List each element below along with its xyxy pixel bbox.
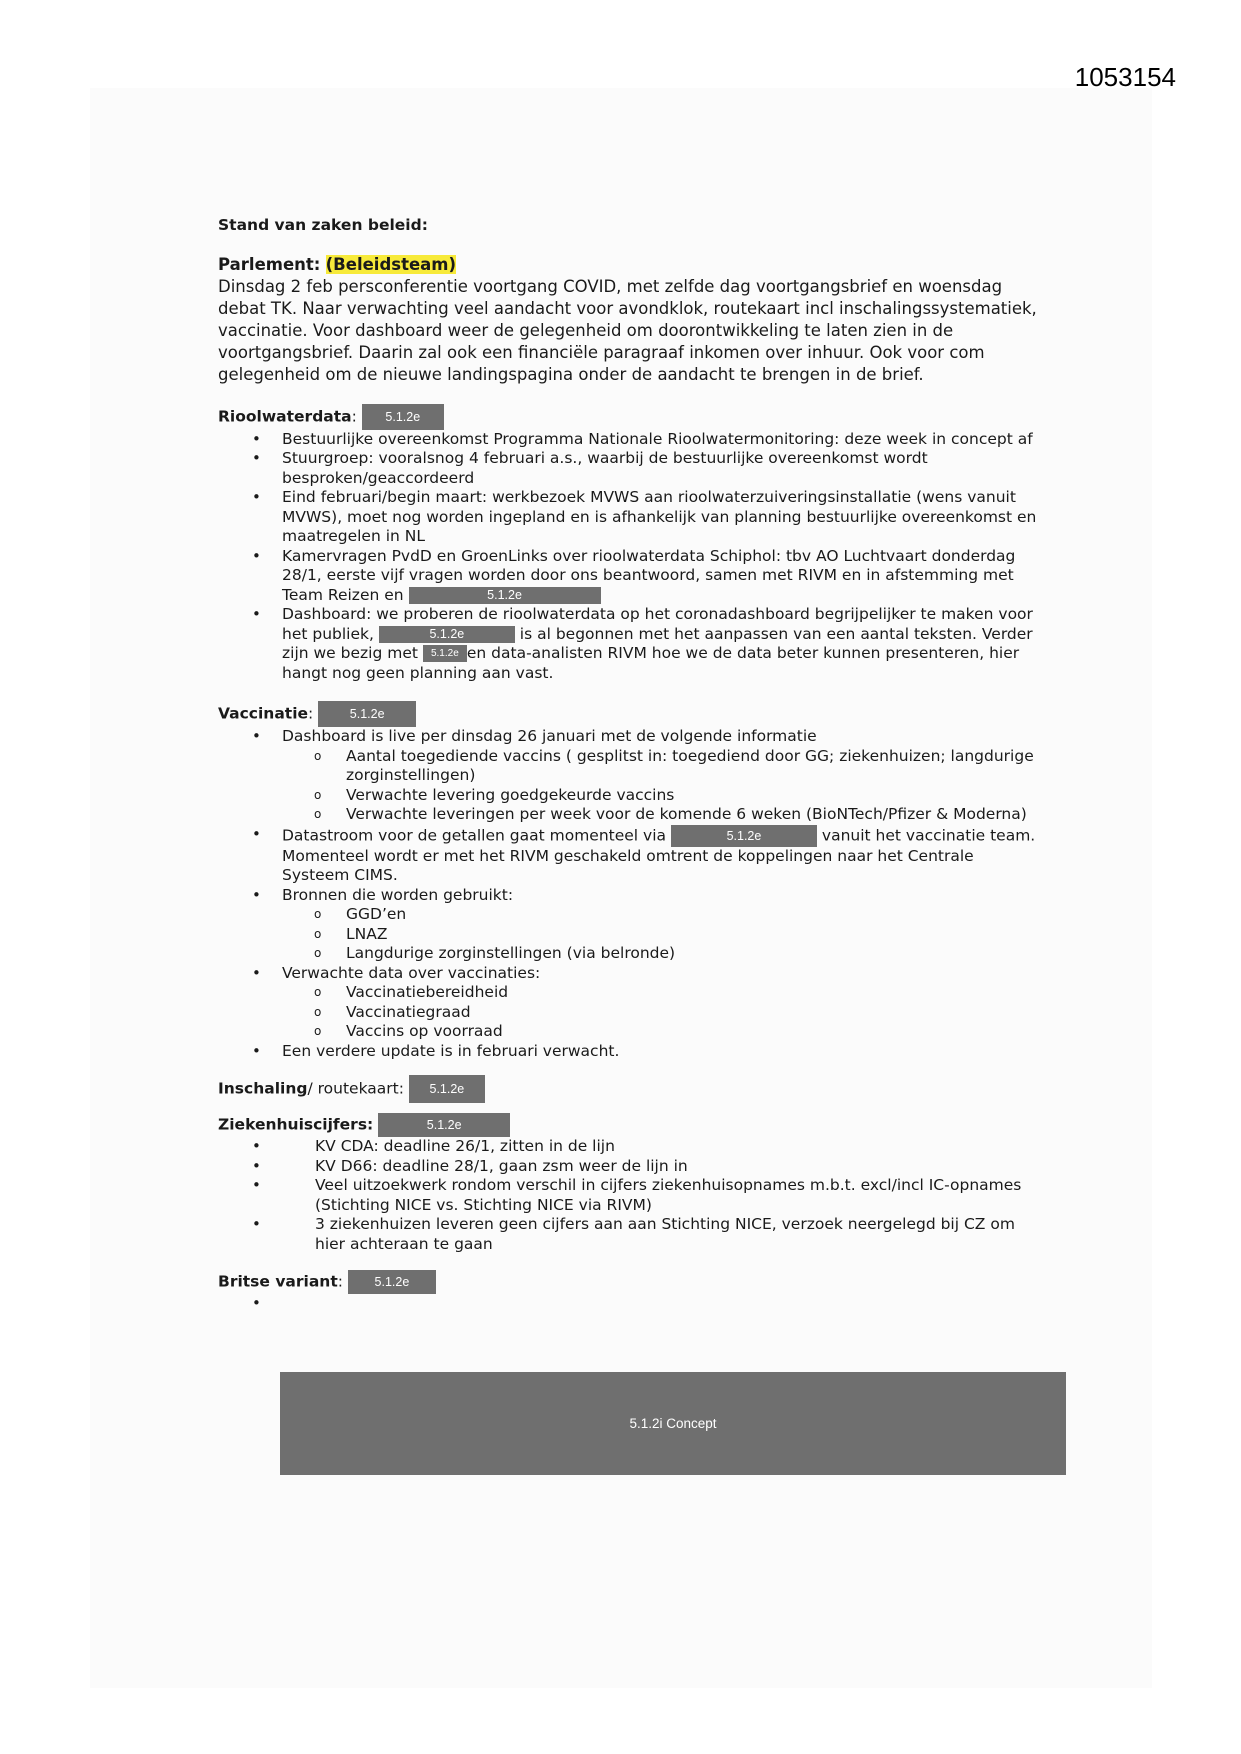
item-text: en data-analisten RIVM hoe we de data beter kunnen presenteren, hier hangt nog geen planning aan vast. — [282, 644, 1020, 682]
large-redaction-box: 5.1.2i Concept — [280, 1372, 1066, 1475]
item-text: Dashboard: we proberen de rioolwaterdata op het coronadashboard begrijpelijker te maken voor het publiek, — [282, 605, 1033, 643]
parlement-text: Dinsdag 2 feb persconferentie voortgang COVID, met zelfde dag voortgangsbrief en woensdag debat TK. Naar verwachting veel aandacht voor avondklok, routekaart incl inschalingssystematiek, vaccinatie. Voor dashboard weer de gelegenheid om doorontwikkeling te laten zien in de voortgangsbrief. Daarin zal ook een financiële paragraaf inkomen over inhuur. Ook voor com gelegenheid om de nieuwe landingspagina onder de aandacht te brengen in de brief. — [218, 276, 1037, 384]
list-item: • KV CDA: deadline 26/1, zitten in de lijn — [218, 1137, 1038, 1157]
redaction-box: 5.1.2e — [362, 404, 444, 430]
list-item: • Een verdere update is in februari verwacht. — [218, 1042, 1038, 1062]
item-text: Verwachte data over vaccinaties: — [282, 963, 541, 982]
item-text: Datastroom voor de getallen gaat momenteel via — [282, 826, 667, 844]
list-item: • Stuurgroep: vooralsnog 4 februari a.s., waarbij de bestuurlijke overeenkomst wordt besproken/geaccordeerd — [218, 449, 1038, 488]
list-item: • Veel uitzoekwerk rondom verschil in cijfers ziekenhuisopnames m.b.t. excl/incl IC-opnames (Stichting NICE vs. Stichting NICE via RIVM) — [218, 1176, 1038, 1215]
redaction-box: 5.1.2e — [348, 1270, 436, 1294]
list-item — [218, 605, 1038, 683]
redaction-box: 5.1.2e — [423, 645, 467, 662]
ziekenhuis-heading: Ziekenhuiscijfers: — [218, 1115, 374, 1134]
inschaling-section — [218, 1075, 1038, 1103]
document-id: 1053154 — [1074, 62, 1176, 92]
list-item — [218, 1294, 1038, 1314]
sub-list-item: o Aantal toegediende vaccins ( gesplitst in: toegediend door GG; ziekenhuizen; langdurige zorginstellingen) — [282, 747, 1038, 786]
item-text: Bronnen die worden gebruikt: — [282, 885, 514, 904]
item-text: Dashboard is live per dinsdag 26 januari met de volgende informatie — [282, 727, 817, 745]
beleidsteam-tag: (Beleidsteam) — [325, 254, 457, 274]
redaction-box: 5.1.2e — [409, 587, 601, 604]
britse-heading: Britse variant — [218, 1272, 338, 1291]
document-body — [218, 216, 1038, 1314]
sub-list-item: o Verwachte leveringen per week voor de komende 6 weken (BioNTech/Pfizer & Moderna) — [282, 805, 1038, 825]
item-text: Kamervragen PvdD en GroenLinks over rioolwaterdata Schiphol: tbv AO Luchtvaart donderdag 28/1, eerste vijf vragen worden door ons beantwoord, samen met RIVM en in afstemming met Team Reizen en — [282, 546, 1016, 604]
redaction-box: 5.1.2e — [379, 626, 515, 643]
inschaling-heading: Inschaling — [218, 1079, 308, 1098]
britse-section: Britse variant: 5.1.2e • — [218, 1270, 1038, 1314]
list-item: • Eind februari/begin maart: werkbezoek MVWS aan rioolwaterzuiveringsinstallatie (wens vanuit MVWS), moet nog worden ingepland en is afhankelijk van planning bestuurlijke overeenkomst en maatregelen in NL — [218, 488, 1038, 547]
redaction-box: 5.1.2e — [409, 1075, 485, 1103]
redaction-box: 5.1.2e — [378, 1113, 510, 1137]
parlement-section — [218, 254, 1038, 386]
inschaling-heading-rest: / routekaart: — [307, 1079, 404, 1098]
rioolwater-heading: Rioolwaterdata — [218, 407, 352, 425]
list-item: • 3 ziekenhuizen leveren geen cijfers aan aan Stichting NICE, verzoek neergelegd bij CZ om hier achteraan te gaan — [218, 1215, 1038, 1254]
redaction-box: 5.1.2e — [318, 701, 416, 727]
rioolwater-section: Rioolwaterdata: 5.1.2e • Bestuurlijke overeenkomst Programma Nationale Rioolwatermonitoring: deze week in concept af • Stuurgroep: vooralsnog 4 februari a.s., waarbij de bestuurlijke overeenkomst wordt besproken/geaccordeerd • Eind februari/begin maart: werkbezoek MVWS aan rioolwaterzuiveringsinstallatie (wens vanuit MVWS), moet nog worden ingepland en is afhankelijk van planning bestuurlijke overeenkomst en maatregelen in NL • Kamervragen PvdD en GroenLinks over rioolwaterdata Schiphol: tbv AO Luchtvaart donderdag 28/1, eerste vijf vragen worden door ons beantwoord, samen met RIVM en in afstemming met Team Reizen en 5.1.2e • Dashboard: we proberen de rioolwaterdata op het coronadashboard begrijpelijker te maken voor het publiek, 5.1.2e is al begonnen met het aanpassen van een aantal teksten. Verder zijn we bezig met 5.1.2e en data-analisten RIVM hoe we de data beter kunnen presenteren, hier hangt nog geen planning aan vast. — [218, 404, 1038, 684]
sub-list-item: o Vaccinatiegraad — [282, 1003, 1038, 1023]
vaccinatie-section: Vaccinatie: 5.1.2e • Dashboard is live per dinsdag 26 januari met de volgende informatie o Aantal toegediende vaccins ( gesplitst in: toegediend door GG; ziekenhuizen; langdurige zorginstellingen) o Verwachte levering goedgekeurde vaccins o Verwachte leveringen per week voor de komende 6 weken (BioNTech/Pfizer & Moderna) • Datastroom voor de getallen gaat momenteel via 5.1.2e vanuit het vaccinatie team. Momenteel wordt er met het RIVM geschakeld omtrent de koppelingen naar het Centrale Systeem CIMS. • Bronnen die worden gebruikt: o GGD’en o LNAZ o Langdurige zorginstellingen (via belronde) • Verwachte data over vaccinaties: o Vaccinatiebereidheid o Vaccinatiegraad o Vaccins op voorraad • Een verdere update is in februari verwacht. — [218, 701, 1038, 1061]
item-text: is al begonnen met het aanpassen van een aantal teksten. Verder zijn we bezig met — [282, 624, 1033, 662]
list-item — [218, 886, 1038, 964]
parlement-heading: Parlement: — [218, 254, 321, 274]
sub-list-item: o Verwachte levering goedgekeurde vaccins — [282, 786, 1038, 806]
vaccinatie-heading: Vaccinatie — [218, 704, 309, 723]
ziekenhuis-section — [218, 1113, 1038, 1254]
item-text: vanuit het vaccinatie team. Momenteel wordt er met het RIVM geschakeld omtrent de koppelingen naar het Centrale Systeem CIMS. — [282, 826, 1036, 884]
list-item — [218, 547, 1038, 606]
sub-list-item: o LNAZ — [282, 925, 1038, 945]
document-title: Stand van zaken beleid: — [218, 216, 428, 234]
list-item — [218, 727, 1038, 825]
sub-list-item: o Vaccinatiebereidheid — [282, 983, 1038, 1003]
sub-list-item: o GGD’en — [282, 905, 1038, 925]
sub-list-item: o Langdurige zorginstellingen (via belronde) — [282, 944, 1038, 964]
list-item: • KV D66: deadline 28/1, gaan zsm weer de lijn in — [218, 1157, 1038, 1177]
list-item — [218, 964, 1038, 1042]
list-item — [218, 825, 1038, 886]
list-item: • Bestuurlijke overeenkomst Programma Nationale Rioolwatermonitoring: deze week in concept af — [218, 430, 1038, 450]
sub-list-item: o Vaccins op voorraad — [282, 1022, 1038, 1042]
redaction-box: 5.1.2e — [671, 825, 817, 847]
